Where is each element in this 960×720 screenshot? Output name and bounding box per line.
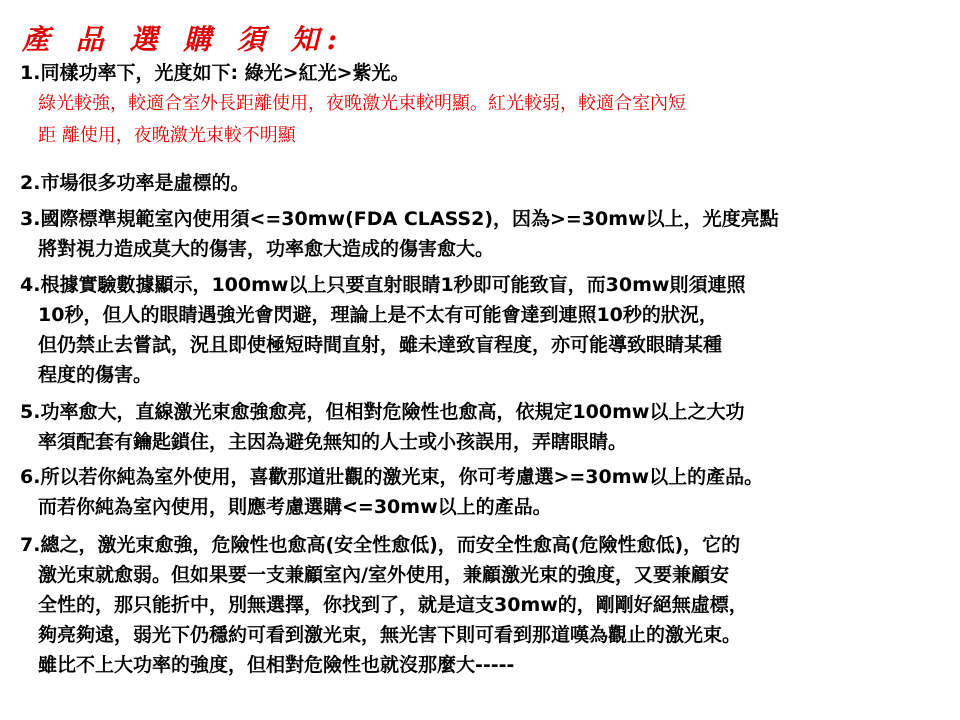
list-item — [20, 204, 950, 264]
list-item — [20, 168, 950, 198]
item-line: 2.市場很多功率是虛標的。 — [20, 172, 250, 194]
item-line: 率須配套有鑰匙鎖住，主因為避免無知的人士或小孩誤用，弄瞎眼睛。 — [38, 431, 628, 453]
item-note: 綠光較強，較適合室外長距離使用，夜晚激光束較明顯。紅光較弱，較適合室內短 — [38, 93, 686, 114]
item-line: 夠亮夠遠，弱光下仍穩約可看到激光束，無光害下則可看到那道嘆為觀止的激光束。 — [38, 624, 742, 646]
item-note: 距 離使用，夜晚激光束較不明顯 — [38, 125, 296, 146]
list-item — [20, 397, 950, 457]
list-item — [20, 462, 950, 522]
item-line: 將對視力造成莫大的傷害，功率愈大造成的傷害愈大。 — [38, 238, 495, 260]
item-line: 程度的傷害。 — [38, 364, 153, 386]
item-line: 10秒，但人的眼睛遇強光會閃避，理論上是不太有可能會達到連照10秒的狀況， — [38, 304, 718, 326]
item-line: 4.根據實驗數據顯示，100mw以上只要直射眼睛1秒即可能致盲，而30mw則須連照 — [20, 274, 746, 296]
item-line: 全性的，那只能折中，別無選擇，你找到了，就是這支30mw的，剛剛好絕無虛標， — [38, 594, 748, 616]
item-line: 5.功率愈大，直線激光束愈強愈亮，但相對危險性也愈高，依規定100mw以上之大功 — [20, 401, 745, 423]
list-item — [20, 58, 950, 152]
list-item — [20, 530, 950, 680]
item-line: 1.同樣功率下，光度如下: 綠光>紅光>紫光。 — [20, 62, 410, 84]
item-line: 3.國際標準規範室內使用須<=30mw(FDA CLASS2)，因為>=30mw以上，光度亮點 — [20, 208, 779, 230]
list-item — [20, 270, 950, 390]
item-line: 而若你純為室內使用，則應考慮選購<=30mw以上的產品。 — [38, 496, 552, 518]
item-line: 但仍禁止去嘗試，況且即使極短時間直射，雖未達致盲程度，亦可能導致眼睛某種 — [38, 334, 723, 356]
page-title: 產 品 選 購 須 知: — [22, 23, 346, 56]
item-line: 雖比不上大功率的強度，但相對危險性也就沒那麼大----- — [38, 654, 515, 676]
item-line: 7.總之，激光束愈強，危險性也愈高(安全性愈低)，而安全性愈高(危險性愈低)，它的 — [20, 534, 741, 556]
item-line: 激光束就愈弱。但如果要一支兼顧室內/室外使用，兼顧激光束的強度，又要兼顧安 — [38, 564, 729, 586]
item-line: 6.所以若你純為室外使用，喜歡那道壯觀的激光束，你可考慮選>=30mw以上的產品。 — [20, 466, 764, 488]
